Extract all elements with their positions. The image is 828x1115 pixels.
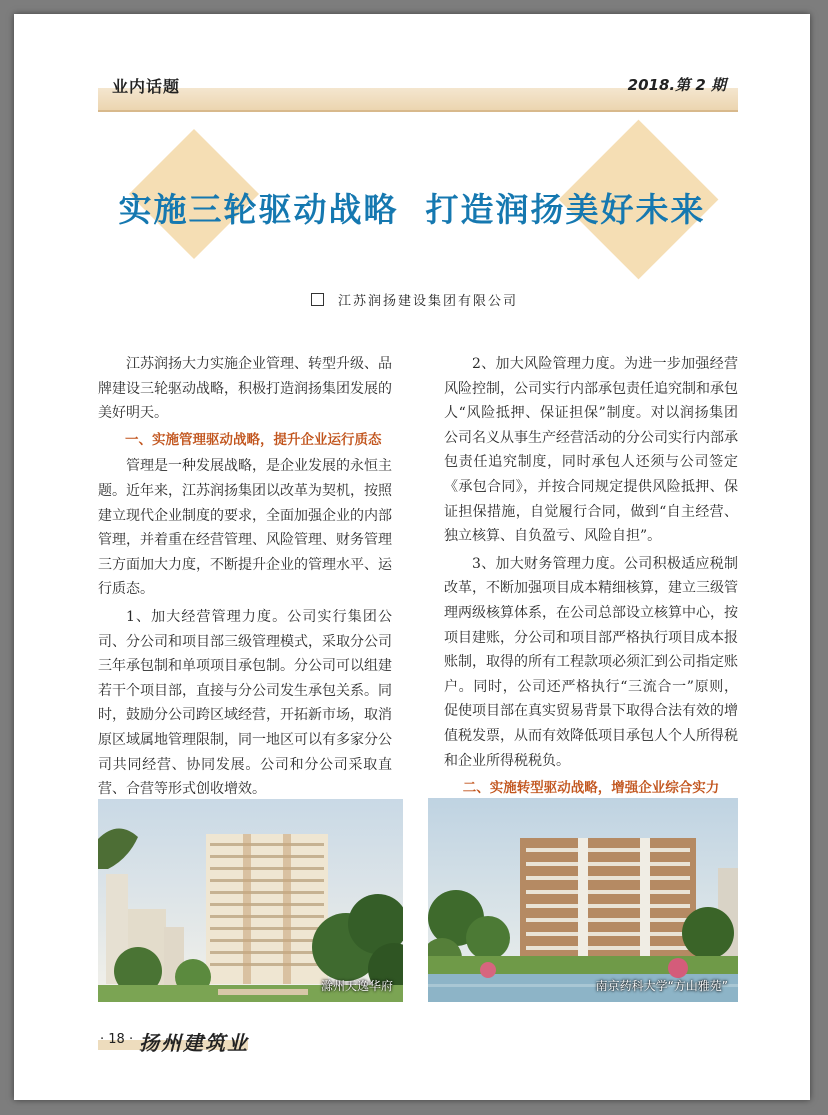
intro-paragraph: 江苏润扬大力实施企业管理、转型升级、品牌建设三轮驱动战略，积极打造润扬集团发展的美好明天。 [98,356,392,422]
photo-caption: 滁州天逸华府 [320,979,393,993]
paragraph: 管理是一种发展战略，是企业发展的永恒主题。近年来，江苏润扬集团以改革为契机，按照建立现代企业制度的要求，全面加强企业的内部管理，并着重在经营管理、风险管理、财务管理三方面加大力度，不断提升企业的管理水平、运行质态。 [98,458,392,598]
square-bullet-icon [311,293,324,306]
building-illustration [98,799,403,1002]
photo-caption: 南京药科大学“方山雅苑” [595,979,728,993]
left-column [98,352,392,802]
paragraph: 2、加大风险管理力度。为进一步加强经营风险控制，公司实行内部承包责任追究制和承包人“风险抵押、保证担保”制度。对以润扬集团公司名义从事生产经营活动的分公司实行内部承包责任追究制度，同时承包人还须与公司签定《承包合同》，并按合同规定提供风险抵押、保证担保措施，自觉履行合同，做到“自主经营、独立核算、自负盈亏、风险自担”。 [444,356,738,545]
section-label: 业内话题 [112,77,181,96]
paragraph: 3、加大财务管理力度。公司积极适应税制改革，不断加强项目成本精细核算，建立三级管理两级核算体系，在公司总部设立核算中心，按项目建账，分公司和项目部严格执行项目成本报账制，取得的所有工程款项必须汇到公司指定账户。同时，公司还严格执行“三流合一”原则，促使项目部在真实贸易背景下取得合法有效的增值税发票，从而有效降低项目承包人个人所得税和企业所得税税负。 [444,555,738,769]
issue-label: 2018.第 2 期 [627,76,726,94]
author-name: 江苏润扬建设集团有限公司 [338,294,519,309]
author-line [311,290,518,309]
page-number: · 18 · [100,1032,134,1047]
section-heading-1: 一、实施管理驱动战略，提升企业运行质态 [125,431,382,448]
right-column [444,352,738,801]
building-illustration [428,798,738,1002]
section-heading-2: 二、实施转型驱动战略，增强企业综合实力 [462,780,720,797]
photo-chuzhou [98,799,403,1002]
paragraph: 1、加大经营管理力度。公司实行集团公司、分公司和项目部三级管理模式，采取分公司三年承包制和单项项目承包制。分公司可以组建若干个项目部，直接与分公司发生承包关系。同时，鼓励分公司跨区域经营，开拓新市场，取消原区域属地管理限制，同一地区可以有多家分公司共同经营、协同发展。公司和分公司采取直营、合营等形式创收增效。 [98,608,392,798]
magazine-page [14,14,810,1100]
article-title: 实施三轮驱动战略 打造润扬美好未来 [118,190,706,229]
magazine-logo: 扬州建筑业 [139,1031,249,1055]
photo-nanjing [428,798,738,1002]
